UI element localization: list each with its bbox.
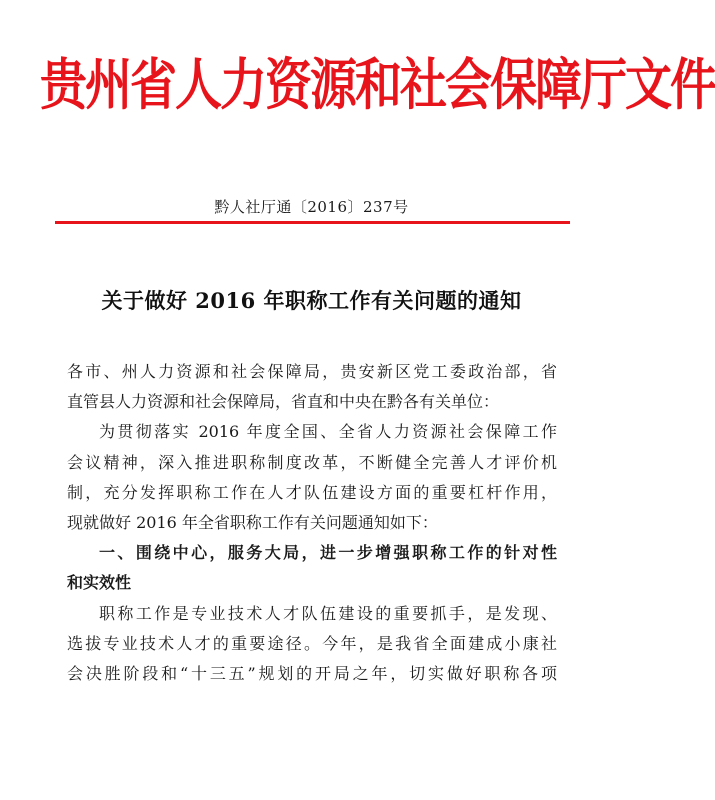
body-line-addressee-1: 各市、州人力资源和社会保障局，贵安新区党工委政治部，省: [67, 362, 557, 381]
body-line-section-3: 会决胜阶段和“十三五”规划的开局之年，切实做好职称各项: [67, 663, 557, 683]
body-line-addressee-2: 直管县人力资源和社会保障局，省直和中央在黔各有关单位：: [67, 392, 500, 412]
body-line-section-1: 职称工作是专业技术人才队伍建设的重要抓手，是发现、: [99, 603, 557, 623]
body-line-intro-2: 会议精神，深入推进职称制度改革，不断健全完善人才评价机: [67, 452, 557, 472]
document-number: 黔人社厅通〔2016〕237号: [214, 198, 409, 216]
notice-body: [67, 357, 557, 689]
section-heading-line-2: 和实效性: [67, 573, 132, 593]
body-line-intro-3: 制，充分发挥职称工作在人才队伍建设方面的重要杠杆作用，: [67, 482, 557, 502]
body-line-intro-1: 为贯彻落实 2016 年度全国、全省人力资源社会保障工作: [99, 422, 557, 442]
body-line-section-2: 选拔专业技术人才的重要途径。今年，是我省全面建成小康社: [67, 633, 557, 653]
body-line-intro-4: 现就做好 2016 年全省职称工作有关问题通知如下：: [67, 512, 438, 532]
masthead-title: 贵州省人力资源和社会保障厅文件: [40, 53, 715, 119]
notice-title: 关于做好 2016 年职称工作有关问题的通知: [101, 288, 522, 313]
section-heading-line-1: 一、围绕中心，服务大局，进一步增强职称工作的针对性: [99, 543, 557, 563]
red-divider-rule: [55, 221, 570, 224]
